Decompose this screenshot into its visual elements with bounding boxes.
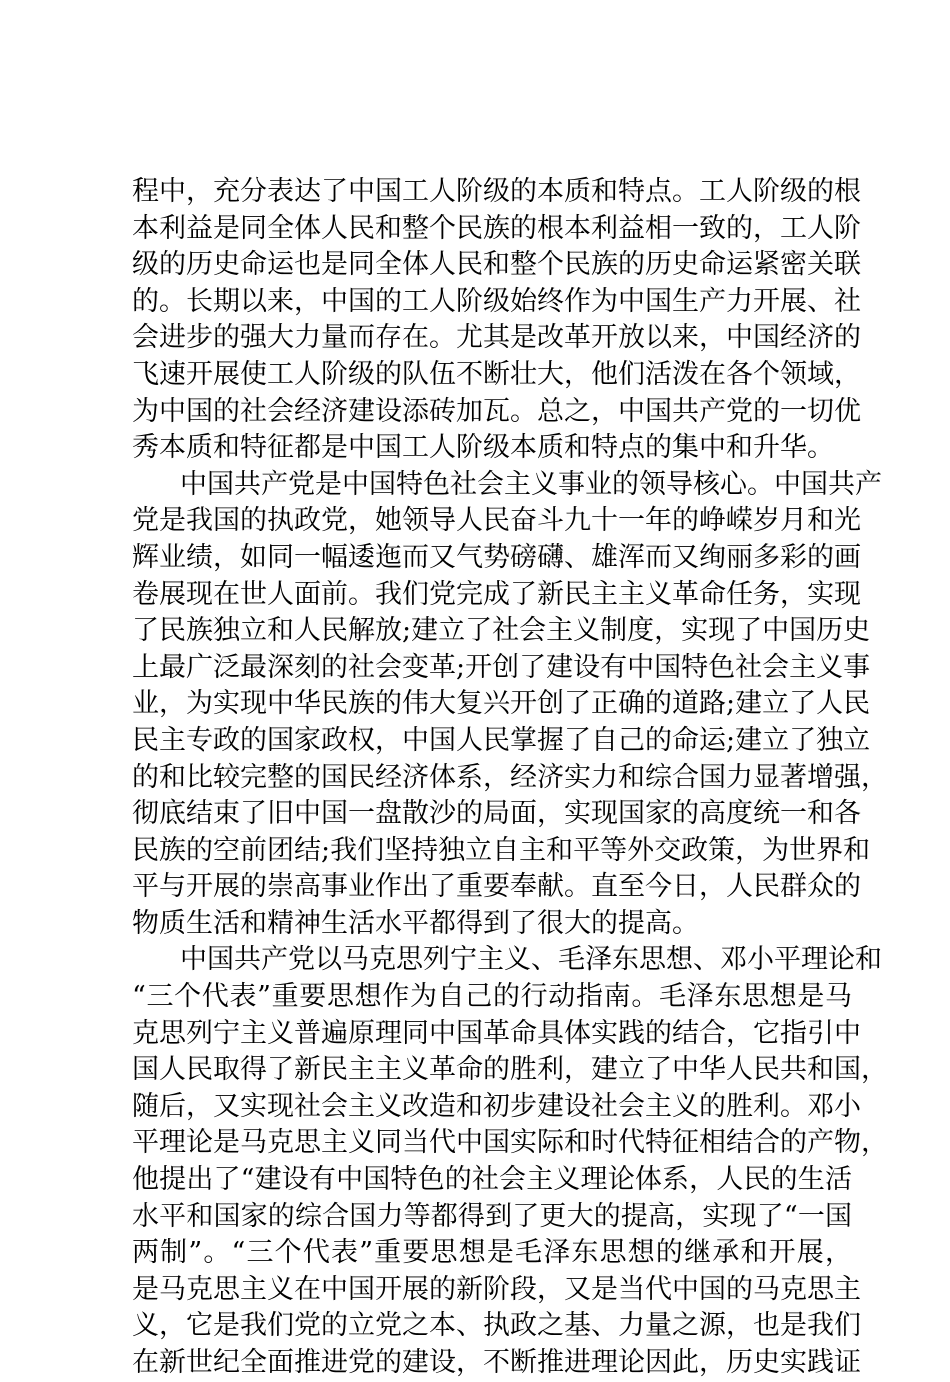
text-line: 在新世纪全面推进党的建设，不断推进理论因此，历史实践证: [132, 1347, 861, 1378]
text-line: “三个代表”重要思想作为自己的行动指南。毛泽东思想是马: [132, 981, 852, 1013]
text-line: 物质生活和精神生活水平都得到了很大的提高。: [132, 907, 699, 939]
body-text: [132, 174, 888, 1382]
text-line: 程中，充分表达了中国工人阶级的本质和特点。工人阶级的根: [132, 176, 861, 207]
text-line: 他提出了“建设有中国特色的社会主义理论体系，人民的生活: [132, 1164, 852, 1196]
text-line: 义，它是我们党的立党之本、执政之基、力量之源，也是我们: [132, 1310, 861, 1342]
text-line: 的和比较完整的国民经济体系，经济实力和综合国力显著增强，: [132, 761, 888, 793]
text-line: 本利益是同全体人民和整个民族的根本利益相一致的，工人阶: [132, 212, 861, 244]
text-line: 水平和国家的综合国力等都得到了更大的提高，实现了“一国: [132, 1200, 852, 1232]
text-line: 了民族独立和人民解放;建立了社会主义制度，实现了中国历史: [132, 615, 871, 647]
text-line: 平与开展的崇高事业作出了重要奉献。直至今日，人民群众的: [132, 871, 861, 903]
text-line: 是马克思主义在中国开展的新阶段，又是当代中国的马克思主: [132, 1273, 861, 1305]
text-line: 飞速开展使工人阶级的队伍不断壮大，他们活泼在各个领域，: [132, 358, 861, 390]
text-line: 彻底结束了旧中国一盘散沙的局面，实现国家的高度统一和各: [132, 798, 861, 830]
text-line: 会进步的强大力量而存在。尤其是改革开放以来，中国经济的: [132, 322, 861, 354]
text-line: 中国共产党以马克思列宁主义、毛泽东思想、邓小平理论和: [180, 944, 882, 976]
text-line: 两制”。“三个代表”重要思想是毛泽东思想的继承和开展，: [132, 1237, 852, 1269]
text-line: 秀本质和特征都是中国工人阶级本质和特点的集中和升华。: [132, 432, 834, 464]
text-line: 卷展现在世人面前。我们党完成了新民主主义革命任务，实现: [132, 578, 861, 610]
text-line: 党是我国的执政党，她领导人民奋斗九十一年的峥嵘岁月和光: [132, 505, 861, 537]
text-line: 上最广泛最深刻的社会变革;开创了建设有中国特色社会主义事: [132, 651, 871, 683]
text-line: 辉业绩，如同一幅逶迤而又气势磅礴、雄浑而又绚丽多彩的画: [132, 541, 861, 573]
text-line: 业，为实现中华民族的伟大复兴开创了正确的道路;建立了人民: [132, 688, 871, 720]
text-line: 克思列宁主义普遍原理同中国革命具体实践的结合，它指引中: [132, 1017, 861, 1049]
text-line: 级的历史命运也是同全体人民和整个民族的历史命运紧密关联: [132, 249, 861, 281]
text-line: 民族的空前团结;我们坚持独立自主和平等外交政策，为世界和: [132, 834, 871, 866]
text-line: 中国共产党是中国特色社会主义事业的领导核心。中国共产: [180, 468, 882, 500]
text-line: 国人民取得了新民主主义革命的胜利，建立了中华人民共和国，: [132, 1054, 888, 1086]
text-line: 的。长期以来，中国的工人阶级始终作为中国生产力开展、社: [132, 285, 861, 317]
text-line: 为中国的社会经济建设添砖加瓦。总之，中国共产党的一切优: [132, 395, 861, 427]
text-line: 随后，又实现社会主义改造和初步建设社会主义的胜利。邓小: [132, 1090, 861, 1122]
text-line: 平理论是马克思主义同当代中国实际和时代特征相结合的产物，: [132, 1127, 888, 1159]
text-line: 民主专政的国家政权，中国人民掌握了自己的命运;建立了独立: [132, 724, 871, 756]
